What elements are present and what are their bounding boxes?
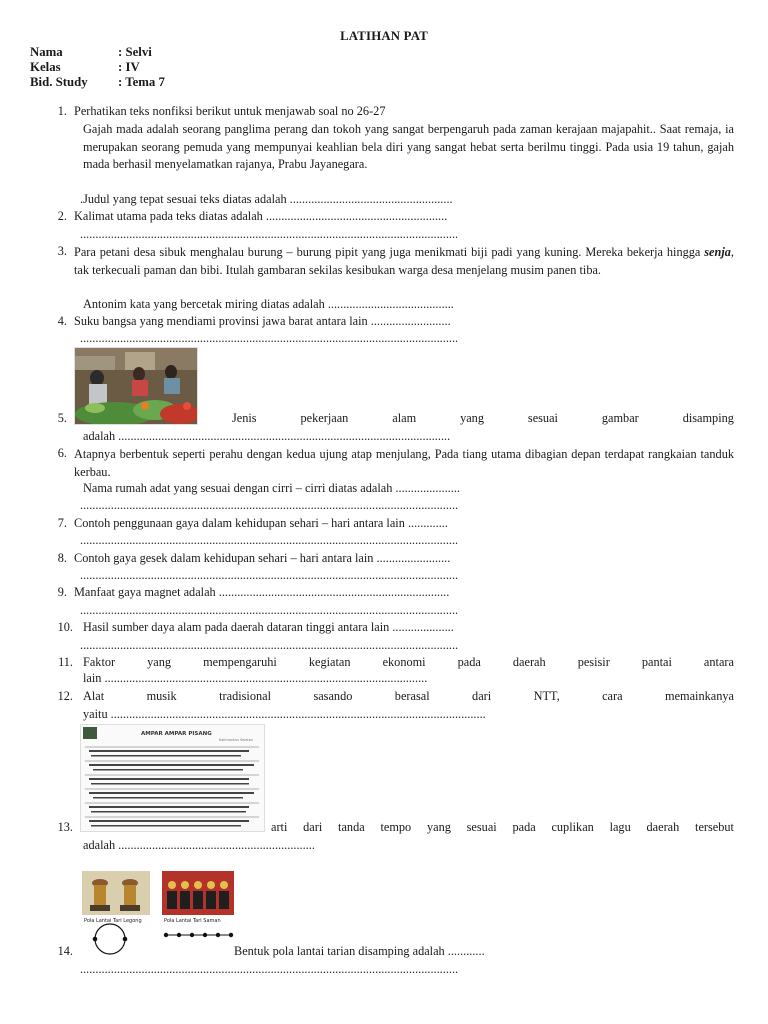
question-5-continuation: adalah ............................................................................................................ — [83, 429, 451, 443]
question-6-text: Nama rumah adat yang sesuai dengan cirri – cirri diatas adalah ..................... — [83, 481, 460, 495]
word: pada — [512, 820, 536, 834]
word: pekerjaan — [300, 411, 349, 425]
word: dari — [472, 689, 492, 703]
question-number: 11. — [58, 655, 73, 669]
word: tersebut — [695, 820, 734, 834]
question-14-text: Bentuk pola lantai tarian disamping adalah ............ — [234, 944, 485, 958]
passage-part: , tak terkecuali paman dan bibi. Itulah gambaran sekilas kesibukan warga desa menjelang musim panen tiba. — [74, 245, 734, 277]
answer-line: ........................................................................................................................... — [80, 227, 459, 241]
header-row-nama — [30, 45, 152, 60]
word: tanda — [338, 820, 365, 834]
question-13-continuation: adalah ................................................................ — [83, 838, 315, 852]
answer-line: ........................................................................................................................... — [80, 498, 459, 512]
question-number: 8. — [57, 551, 67, 565]
italic-word: senja — [704, 245, 731, 259]
song-meta: Kalimantan Selatan — [219, 738, 254, 742]
question-number: 9. — [57, 585, 67, 599]
question-1-text: .Judul yang tepat sesuai teks diatas adalah ..................................................... — [80, 192, 453, 206]
question-number: 12. — [57, 689, 73, 703]
question-5-text — [232, 411, 734, 426]
word: Jenis — [232, 411, 257, 425]
dance-pattern-image — [80, 871, 236, 957]
question-number: 3. — [57, 244, 67, 258]
header-label: Bid. Study — [30, 75, 88, 89]
word: yang — [147, 655, 172, 669]
question-12-continuation: yaitu .......................................................................................................................... — [83, 707, 486, 721]
answer-line: ........................................................................................................................... — [80, 638, 459, 652]
word: sesuai — [527, 411, 558, 425]
caption-saman: Pola Lantai Tari Saman — [164, 918, 221, 924]
answer-line: ........................................................................................................................... — [80, 331, 459, 345]
word: berasal — [394, 689, 430, 703]
question-4-text: Suku bangsa yang mendiami provinsi jawa barat antara lain .......................... — [74, 314, 451, 328]
question-13-text — [271, 820, 734, 835]
answer-line: ........................................................................................................................... — [80, 962, 459, 976]
song-notation-image — [80, 724, 265, 832]
word: gambar — [601, 411, 639, 425]
page-title: LATIHAN PAT — [340, 29, 428, 43]
answer-line: ........................................................................................................................... — [80, 568, 459, 582]
word: sesuai — [466, 820, 497, 834]
market-photo — [74, 347, 198, 425]
word: alam — [392, 411, 417, 425]
word: yang — [460, 411, 484, 425]
question-7-text: Contoh penggunaan gaya dalam kehidupan sehari – hari antara lain ............. — [74, 516, 448, 530]
word: cara — [602, 689, 623, 703]
question-1-passage: Gajah mada adalah seorang panglima perang dan tokoh yang sangat berpengaruh pada zaman kerajaan majapahit.. Saat remaja, ia merupakan seorang pemuda yang mempunyai keahlian bela diri yang sangat hebat serta berilmu tinggi. Pada usia 19 tahun, gajah mada berhasil menyelamatkan rajanya, Prabu Jayanegara. — [83, 122, 734, 172]
word: musik — [146, 689, 177, 703]
header-value: : Tema 7 — [118, 75, 165, 89]
question-number: 10. — [57, 620, 73, 634]
question-8-text: Contoh gaya gesek dalam kehidupan sehari – hari antara lain ........................ — [74, 551, 451, 565]
question-2-text: Kalimat utama pada teks diatas adalah ........................................................... — [74, 209, 448, 223]
question-number: 4. — [57, 314, 67, 328]
word: dari — [303, 820, 323, 834]
song-title: AMPAR AMPAR PISANG — [141, 731, 212, 737]
word: pesisir — [577, 655, 610, 669]
word: memainkanya — [665, 689, 734, 703]
word: NTT, — [533, 689, 560, 703]
word: yang — [426, 820, 451, 834]
passage-part: Para petani desa sibuk menghalau burung – burung pipit yang juga menikmati biji padi yang kuning. Mereka bekerja hingga — [74, 245, 705, 259]
caption-legong: Pola Lantai Tari Legong — [84, 918, 142, 924]
question-3-text: Antonim kata yang bercetak miring diatas adalah ......................................... — [83, 297, 454, 311]
question-11-text — [83, 655, 734, 670]
word: kegiatan — [308, 655, 351, 669]
header-row-bid-study — [30, 75, 165, 90]
word: pada — [457, 655, 481, 669]
answer-line: ........................................................................................................................... — [80, 533, 459, 547]
question-number: 1. — [57, 104, 67, 118]
question-number: 14. — [57, 944, 73, 958]
word: Faktor — [83, 655, 116, 669]
question-6-passage: Atapnya berbentuk seperti perahu dengan kedua ujung atap menjulang, Pada tiang utama dibagian depan terdapat rangkaian tanduk kerbau. — [74, 447, 734, 479]
header-label: Nama — [30, 45, 63, 59]
question-3-passage — [74, 244, 734, 279]
word: Alat — [83, 689, 105, 703]
question-number: 7. — [57, 516, 67, 530]
answer-line: ........................................................................................................................... — [80, 603, 459, 617]
question-number: 13. — [57, 820, 73, 834]
word: arti — [271, 820, 288, 834]
word: daerah — [512, 655, 546, 669]
header-value: : IV — [118, 60, 140, 74]
word: ekonomi — [382, 655, 426, 669]
word: cuplikan — [551, 820, 594, 834]
question-1-intro: Perhatikan teks nonfiksi berikut untuk menjawab soal no 26-27 — [74, 104, 386, 118]
word: disamping — [682, 411, 734, 425]
question-10-text: Hasil sumber daya alam pada daerah dataran tinggi antara lain .................... — [83, 620, 454, 634]
word: daerah — [646, 820, 680, 834]
header-label: Kelas — [30, 60, 61, 74]
question-11-continuation: lain ......................................................................................................... — [83, 671, 428, 685]
question-number: 6. — [57, 446, 67, 460]
question-number: 5. — [57, 411, 67, 425]
word: antara — [703, 655, 734, 669]
word: sasando — [313, 689, 353, 703]
word: mempengaruhi — [203, 655, 277, 669]
header-value: : Selvi — [118, 45, 152, 59]
header-row-kelas — [30, 60, 140, 75]
word: tempo — [380, 820, 412, 834]
word: lagu — [609, 820, 631, 834]
word: pantai — [641, 655, 672, 669]
question-9-text: Manfaat gaya magnet adalah ........................................................................... — [74, 585, 450, 599]
question-number: 2. — [57, 209, 67, 223]
word: tradisional — [219, 689, 272, 703]
question-12-text — [83, 689, 734, 704]
